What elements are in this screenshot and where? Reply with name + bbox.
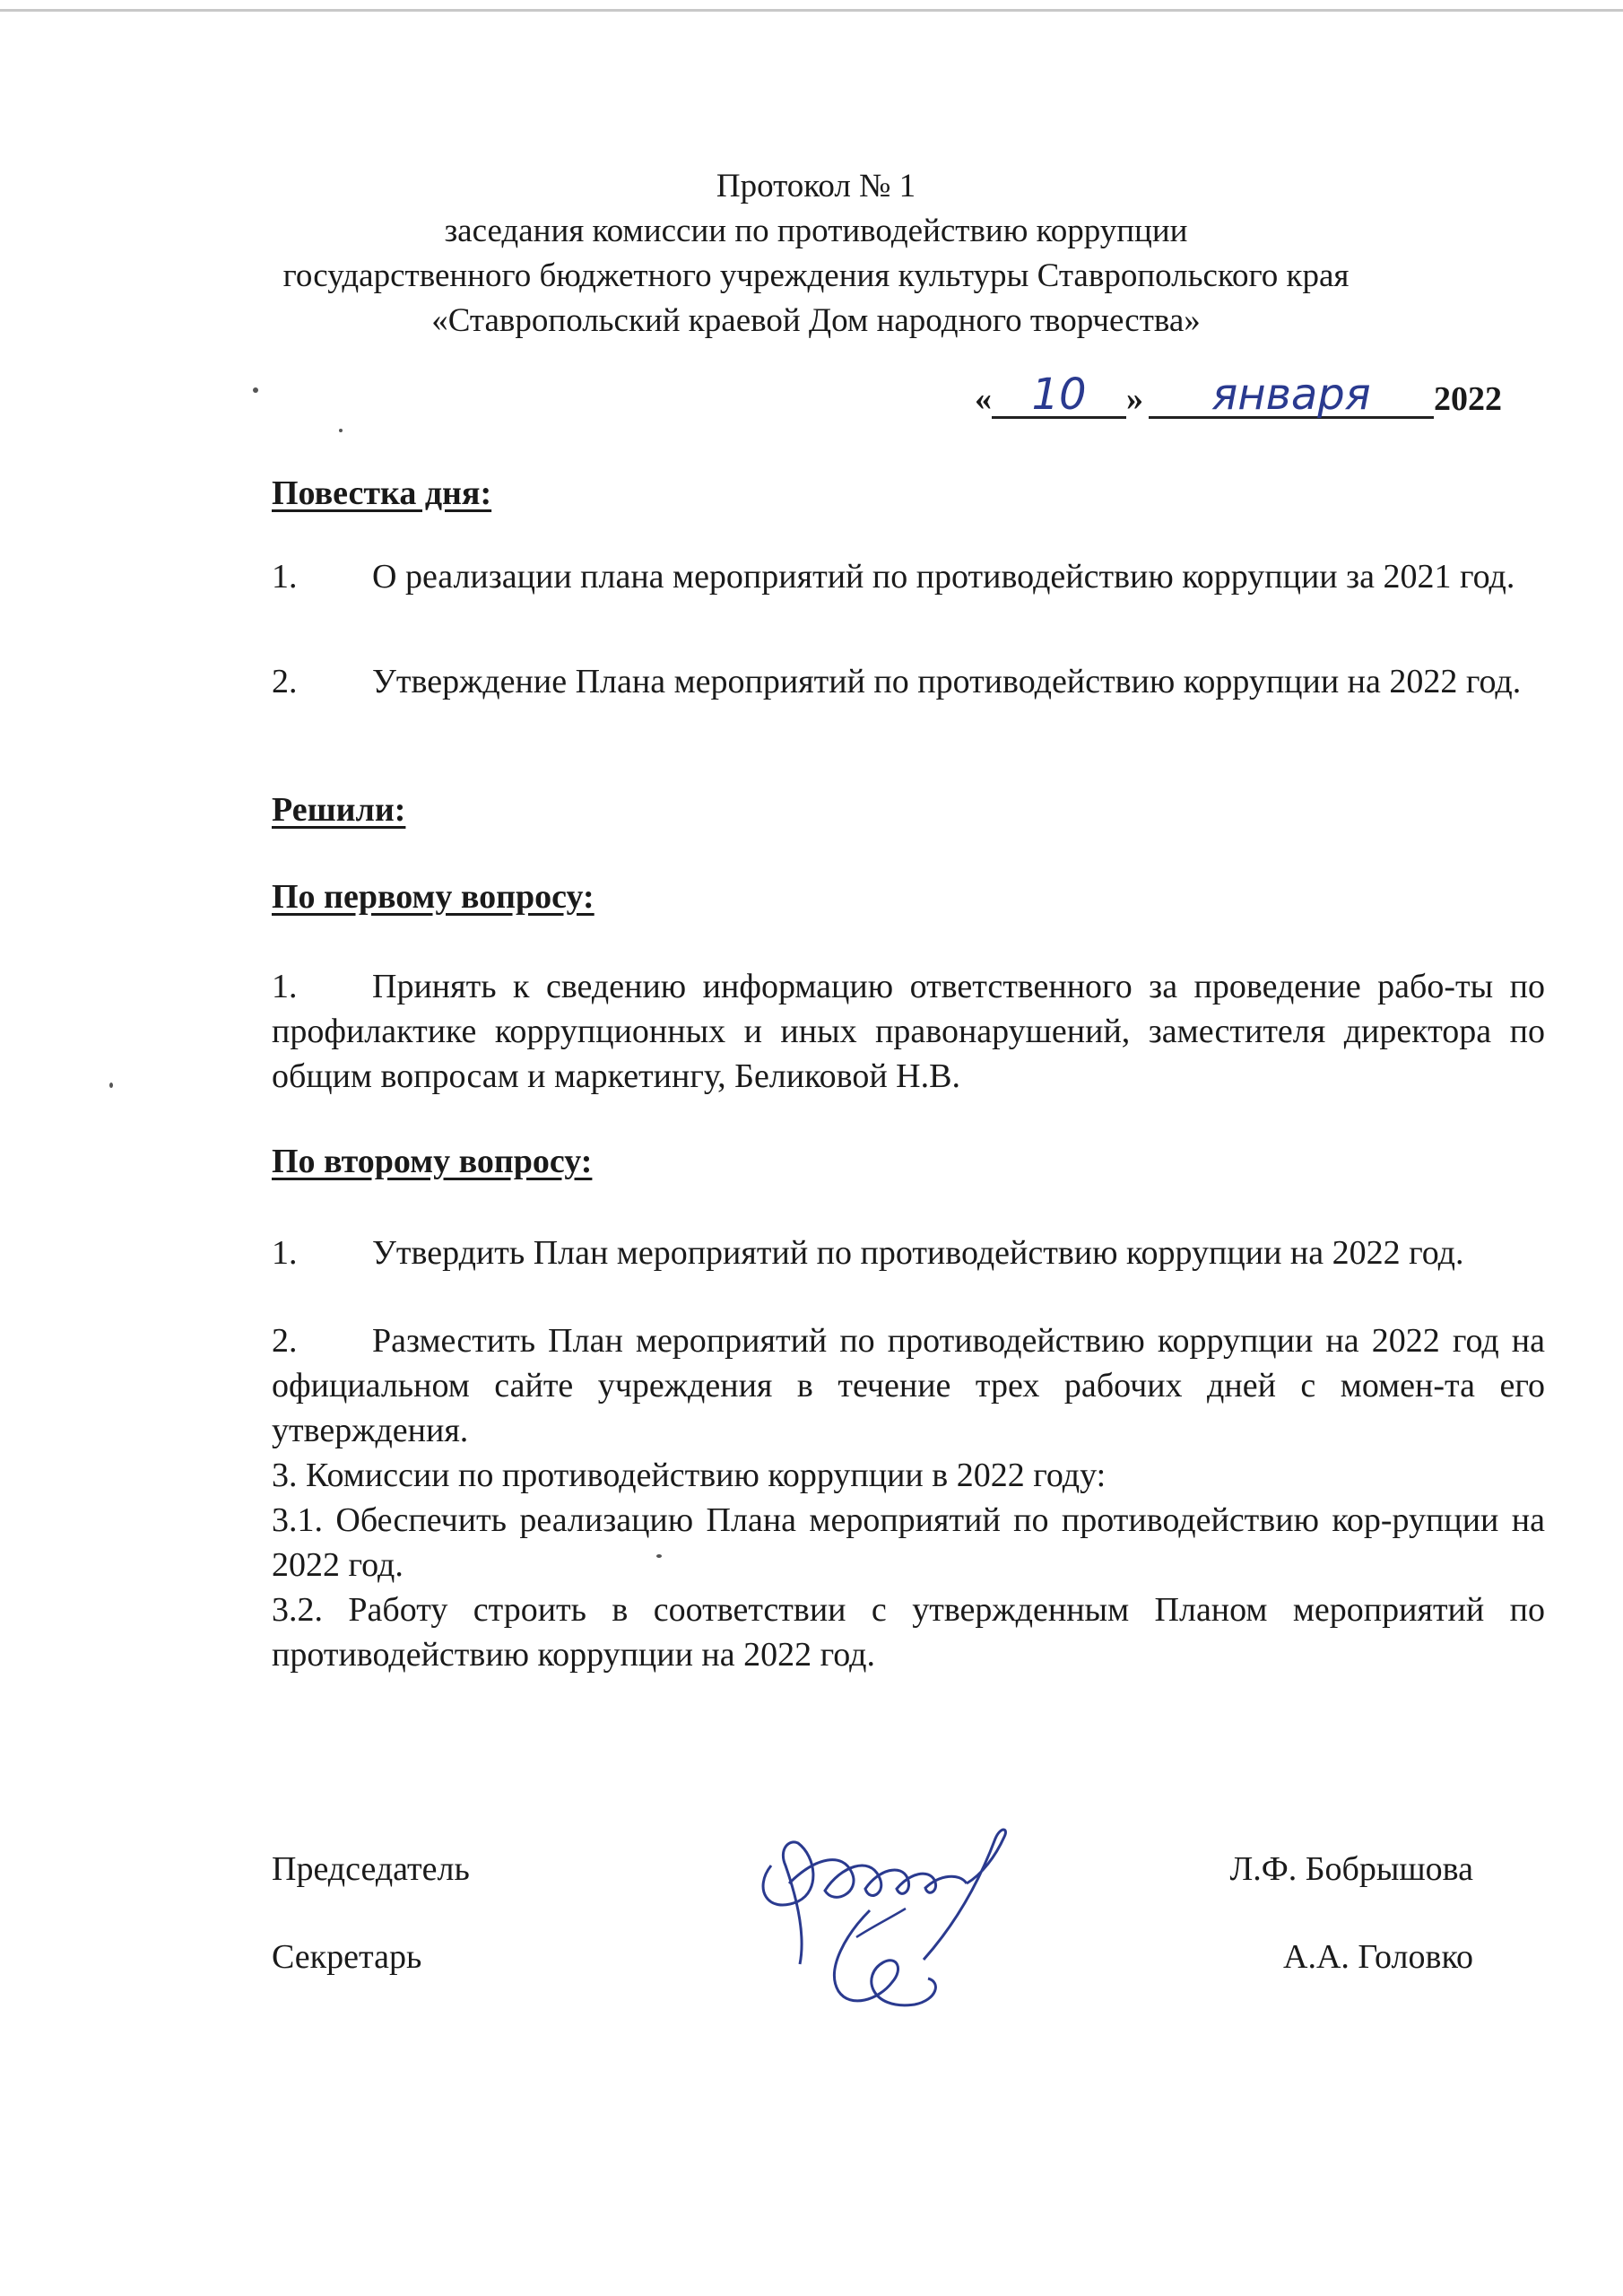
secretary-name: А.А. Головко <box>1283 1938 1473 1976</box>
scan-speck <box>253 387 258 393</box>
institution-name: «Ставропольский краевой Дом народного творчества» <box>431 302 1201 339</box>
first-question-heading: По первому вопросу: <box>272 878 595 916</box>
agenda-heading: Повестка дня: <box>272 474 492 512</box>
date-day-blank <box>992 370 1126 420</box>
chair-role: Председатель <box>272 1850 470 1888</box>
second-question-item-2 <box>272 1318 1545 1453</box>
protocol-subtitle: заседания комиссии по противодействию коррупции <box>444 213 1188 249</box>
second-question-point-3: 3. Комиссии по противодействию коррупции в 2022 году: <box>272 1457 1107 1494</box>
decision-item-text: Утвердить План мероприятий по противодействию коррупции на 2022 год. <box>372 1234 1464 1272</box>
chair-name: Л.Ф. Бобрышова <box>1229 1850 1473 1888</box>
decided-heading: Решили: <box>272 791 406 829</box>
agenda-item-number: 1. <box>272 558 298 596</box>
second-question-point-3-2: 3.2. Работу строить в соответствии с утвержденным Планом мероприятий по противодействию коррупции на 2022 год. <box>272 1591 1545 1674</box>
institution-line: государственного бюджетного учреждения культуры Ставропольского края <box>282 257 1350 294</box>
first-question-item-1 <box>272 964 1545 1099</box>
date-month-blank <box>1149 370 1434 420</box>
agenda-item-text: О реализации плана мероприятий по противодействию коррупции за 2021 год. <box>372 558 1515 596</box>
secretary-role: Секретарь <box>272 1938 422 1976</box>
scan-speck <box>339 429 343 432</box>
agenda-item-2 <box>272 659 1545 704</box>
decision-item-number: 2. <box>272 1322 298 1360</box>
decision-item-text: Принять к сведению информацию ответственного за проведение рабо-ты по профилактике коррупционных и иных правонарушений, заместителя директора по общим вопросам и маркетингу, Беликовой Н.В. <box>272 968 1545 1095</box>
protocol-title: Протокол № 1 <box>716 168 916 204</box>
scan-speck <box>109 1083 113 1088</box>
agenda-item-text: Утверждение Плана мероприятий по противодействию коррупции на 2022 год. <box>372 663 1522 700</box>
agenda-item-number: 2. <box>272 663 298 700</box>
protocol-date <box>975 370 1502 420</box>
decision-item-text: Разместить План мероприятий по противодействию коррупции на 2022 год на официальном сайте учреждения в течение трех рабочих дней с момен-та его утверждения. <box>272 1322 1545 1449</box>
second-question-heading: По второму вопросу: <box>272 1143 593 1180</box>
date-month: января <box>1211 370 1371 420</box>
decision-item-number: 1. <box>272 968 298 1005</box>
agenda-item-1 <box>272 554 1545 599</box>
date-open-quote: « <box>975 380 992 418</box>
second-question-point-3-1: 3.1. Обеспечить реализацию Плана мероприятий по противодействию кор-рупции на 2022 год. <box>272 1501 1545 1584</box>
date-year: 2022 <box>1434 380 1502 418</box>
date-day: 10 <box>1031 370 1087 420</box>
scan-edge <box>0 9 1623 12</box>
decision-item-number: 1. <box>272 1234 298 1272</box>
second-question-item-1 <box>272 1231 1545 1275</box>
chair-signature-image <box>735 1803 1058 2036</box>
date-close-quote: » <box>1126 380 1143 418</box>
